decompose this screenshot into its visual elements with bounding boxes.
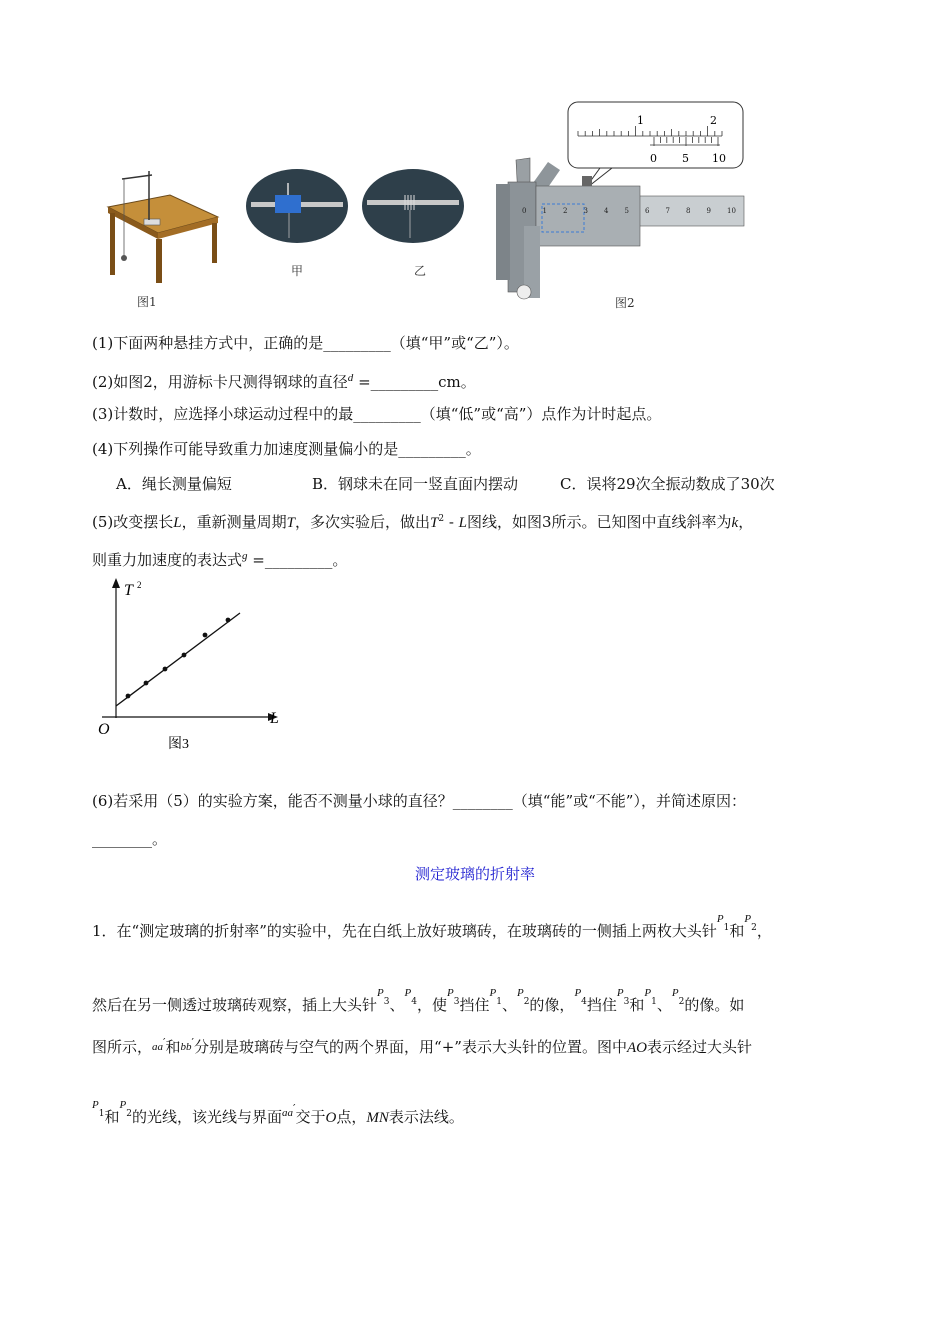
var-O: O [325,1110,337,1126]
option-b: B．钢球未在同一竖直面内摆动 [312,475,519,493]
figure1-caption: 图1 [137,295,157,309]
caliper-body-label: 1 [542,207,547,215]
pin-p3: P3 [616,987,630,1007]
p-l2-sep1: 、 [389,996,405,1014]
var-L: L [173,515,182,531]
caliper-body-label: 2 [563,207,568,215]
q5-text-b: ，重新测量周期 [181,513,287,531]
data-point [144,681,149,686]
zoom-main-label-1: 1 [637,114,644,127]
p-l3-a: 图所示， [92,1038,153,1056]
data-point [163,667,168,672]
pin-p1: P1 [716,913,730,933]
p-l4-and: 和 [104,1108,120,1126]
var-AO: AO [626,1040,647,1056]
var-bb: bb [180,1041,192,1053]
pin-p4: P4 [574,987,587,1007]
yi-caption: 乙 [414,264,427,278]
option-c: C．误将29次全振动数成了30次 [560,475,775,493]
p-l1-and: 和 [729,922,745,940]
pin-p1: P1 [489,987,502,1007]
option-a: A．绳长测量偏短 [116,475,232,493]
question-4: (4)下列操作可能导致重力加速度测量偏小的是_________。 [92,440,481,458]
data-point [203,633,208,638]
caliper-body-label: 8 [686,207,691,215]
var-T: T [286,515,295,531]
var-T2: T [429,515,439,531]
p-l4-c: 点， [336,1108,367,1126]
var-d: d [347,372,354,384]
question-5 [92,508,753,534]
zoom-vernier-label-5: 5 [682,152,689,165]
q5-sup: 2 [438,514,445,524]
section-title: 测定玻璃的折射率 [414,865,535,883]
pin-p2: P2 [744,913,757,933]
pin-p3: P3 [377,987,390,1007]
p-l4-b: 交于 [295,1108,326,1126]
caliper-body-label: 7 [665,207,670,215]
p-l2-e: 挡住 [586,996,617,1014]
figure3-graph [92,576,292,754]
y-axis-label: T [124,582,133,599]
var-MN: MN [366,1110,389,1126]
p-l1-end: ， [756,922,772,940]
p-l2-f: 的像。如 [684,996,745,1014]
p-l2-sep2: 、 [501,996,517,1014]
y-axis-arrow [112,578,120,588]
p-l2-b: ，使 [416,996,447,1014]
q5-text-f: ， [738,513,754,531]
bb-prime: ′ [191,1036,195,1049]
p-l2-d: 的像， [529,996,575,1014]
var-k: k [731,515,739,531]
data-point [126,694,131,699]
p-l3-b: 分别是玻璃砖与空气的两个界面，用“+”表示大头针的位置。图中 [194,1038,627,1056]
p-l4-d: 表示法线。 [388,1108,464,1126]
clamp-jia-photo [245,168,349,244]
pin-p2: P2 [516,987,530,1007]
data-point [226,618,231,623]
question-6: (6)若采用（5）的实验方案，能否不测量小球的直径？________（填“能”或“不能”），并简述原因： [92,792,746,810]
pin-p1: P1 [92,1099,105,1119]
aa-prime: ′ [292,1102,296,1115]
q5-line2-blank: =_________。 [247,551,348,569]
figure2-vernier-caliper [488,100,746,302]
pin-p1: P1 [644,987,657,1007]
caliper-body-label: 4 [604,207,609,215]
caliper-body-label: 5 [624,207,629,215]
p-l2-sep3: 、 [656,996,672,1014]
q5-text-c: ，多次实验后，做出 [294,513,430,531]
var-g: g [242,550,248,562]
figure2-caption: 图2 [615,296,635,310]
caliper-body-label: 9 [706,207,711,215]
question-5-line2 [92,545,347,571]
zoom-vernier-label-0: 0 [650,152,657,165]
caliper-body-label: 0 [522,207,527,215]
question-1: (1)下面两种悬挂方式中，正确的是_________（填“甲”或“乙”）。 [92,334,519,352]
pin-p2: P2 [671,987,685,1007]
p-l2-text: 然后在另一侧透过玻璃砖观察，插上大头针 [92,996,378,1014]
question-6-tail: ________。 [92,830,168,848]
var-L2: L [458,515,467,531]
question-2-text: (2)如图2，用游标卡尺测得钢球的直径 [92,373,348,391]
var-aa: aa [152,1041,164,1053]
q5-text-a: (5)改变摆长 [92,513,174,531]
paragraph-line-3 [92,1032,752,1059]
question-2 [92,367,476,393]
data-point [182,653,187,658]
p-l1-text: 1．在“测定玻璃的折射率”的实验中，先在白纸上放好玻璃砖，在玻璃砖的一侧插上两枚大头针 [92,922,717,940]
paragraph-line-1 [92,908,772,942]
pin-p4: P4 [404,987,417,1007]
fit-line [116,613,240,706]
x-axis-label: L [270,710,279,727]
p-l2-and: 和 [629,996,645,1014]
q5-line2-text: 则重力加速度的表达式 [92,551,243,569]
paragraph-line-4 [92,1094,464,1129]
zoom-vernier-label-10: 10 [712,152,726,165]
q5-dash: - [444,513,459,531]
figure3-caption: 图3 [168,737,189,752]
origin-label: O [98,721,110,738]
figure1-table-pendulum [100,165,225,285]
pin-p2: P2 [119,1099,132,1119]
zoom-main-label-2: 2 [710,114,717,127]
caliper-body-label: 3 [583,207,588,215]
question-2-blank: =_________cm。 [353,373,476,391]
q5-text-e: 图线，如图3所示。已知图中直线斜率为 [467,513,732,531]
p-l2-c: 挡住 [459,996,490,1014]
paragraph-line-2 [92,982,744,1016]
p-l3-and: 和 [165,1038,181,1056]
question-3: (3)计数时，应选择小球运动过程中的最_________（填“低”或“高”）点作为计时起点。 [92,405,662,423]
pin-p3: P3 [446,987,460,1007]
var-aa: aa [281,1107,293,1119]
jia-caption: 甲 [291,264,304,278]
caliper-body-label: 6 [645,207,650,215]
caliper-body-label: 10 [727,207,736,215]
p-l4-a: 的光线，该光线与界面 [131,1108,282,1126]
clamp-yi-photo [361,168,465,244]
y-axis-label-sup: 2 [137,580,142,590]
aa-prime: ′ [163,1036,166,1049]
p-l3-c: 表示经过大头针 [646,1038,752,1056]
